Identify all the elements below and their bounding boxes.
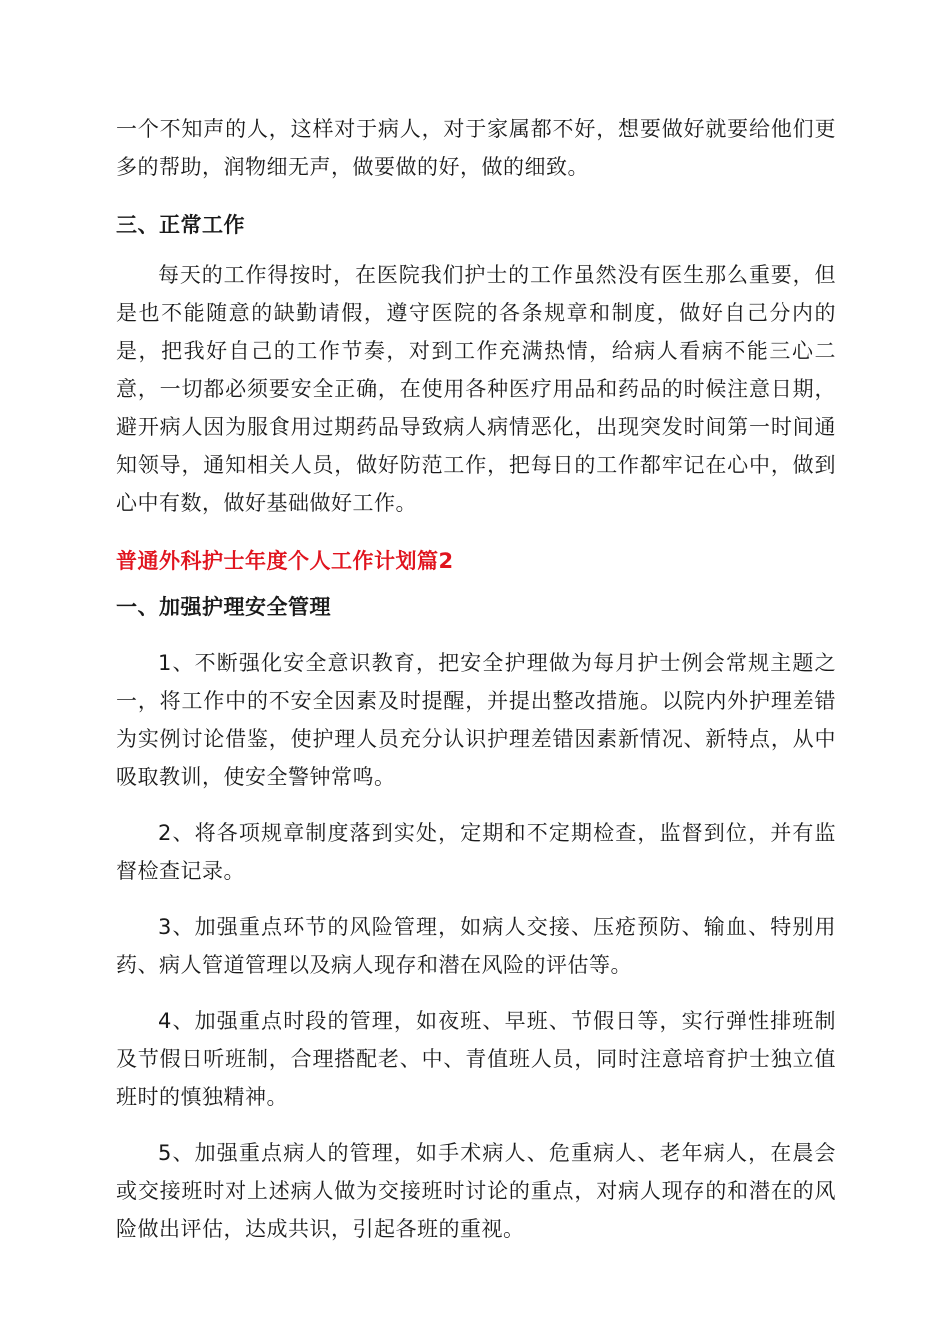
document-page — [116, 110, 836, 1248]
list-item: 1、不断强化安全意识教育，把安全护理做为每月护士例会常规主题之一，将工作中的不安全因素及时提醒，并提出整改措施。以院内外护理差错为实例讨论借鉴，使护理人员充分认识护理差错因素新情况、新特点，从中吸取教训，使安全警钟常鸣。 — [116, 651, 836, 789]
list-item: 3、加强重点环节的风险管理，如病人交接、压疮预防、输血、特别用药、病人管道管理以及病人现存和潜在风险的评估等。 — [116, 915, 836, 977]
list-item: 5、加强重点病人的管理，如手术病人、危重病人、老年病人，在晨会或交接班时对上述病人做为交接班时讨论的重点，对病人现存的和潜在的风险做出评估，达成共识，引起各班的重视。 — [116, 1141, 836, 1241]
list-item: 2、将各项规章制度落到实处，定期和不定期检查，监督到位，并有监督检查记录。 — [116, 821, 836, 883]
section-heading-normal-work: 三、正常工作 — [116, 213, 245, 237]
article-title: 普通外科护士年度个人工作计划篇2 — [116, 549, 454, 573]
list-item: 4、加强重点时段的管理，如夜班、早班、节假日等，实行弹性排班制及节假日听班制，合理搭配老、中、青值班人员，同时注意培育护士独立值班时的慎独精神。 — [116, 1009, 836, 1109]
paragraph-continued: 一个不知声的人，这样对于病人，对于家属都不好，想要做好就要给他们更多的帮助，润物细无声，做要做的好，做的细致。 — [116, 117, 836, 179]
section-heading-safety: 一、加强护理安全管理 — [116, 595, 331, 619]
paragraph-normal-work: 每天的工作得按时，在医院我们护士的工作虽然没有医生那么重要，但是也不能随意的缺勤请假，遵守医院的各条规章和制度，做好自己分内的是，把我好自己的工作节奏，对到工作充满热情，给病人看病不能三心二意，一切都必须要安全正确，在使用各种医疗用品和药品的时候注意日期，避开病人因为服食用过期药品导致病人病情恶化，出现突发时间第一时间通知领导，通知相关人员，做好防范工作，把每日的工作都牢记在心中，做到心中有数，做好基础做好工作。 — [116, 263, 836, 515]
